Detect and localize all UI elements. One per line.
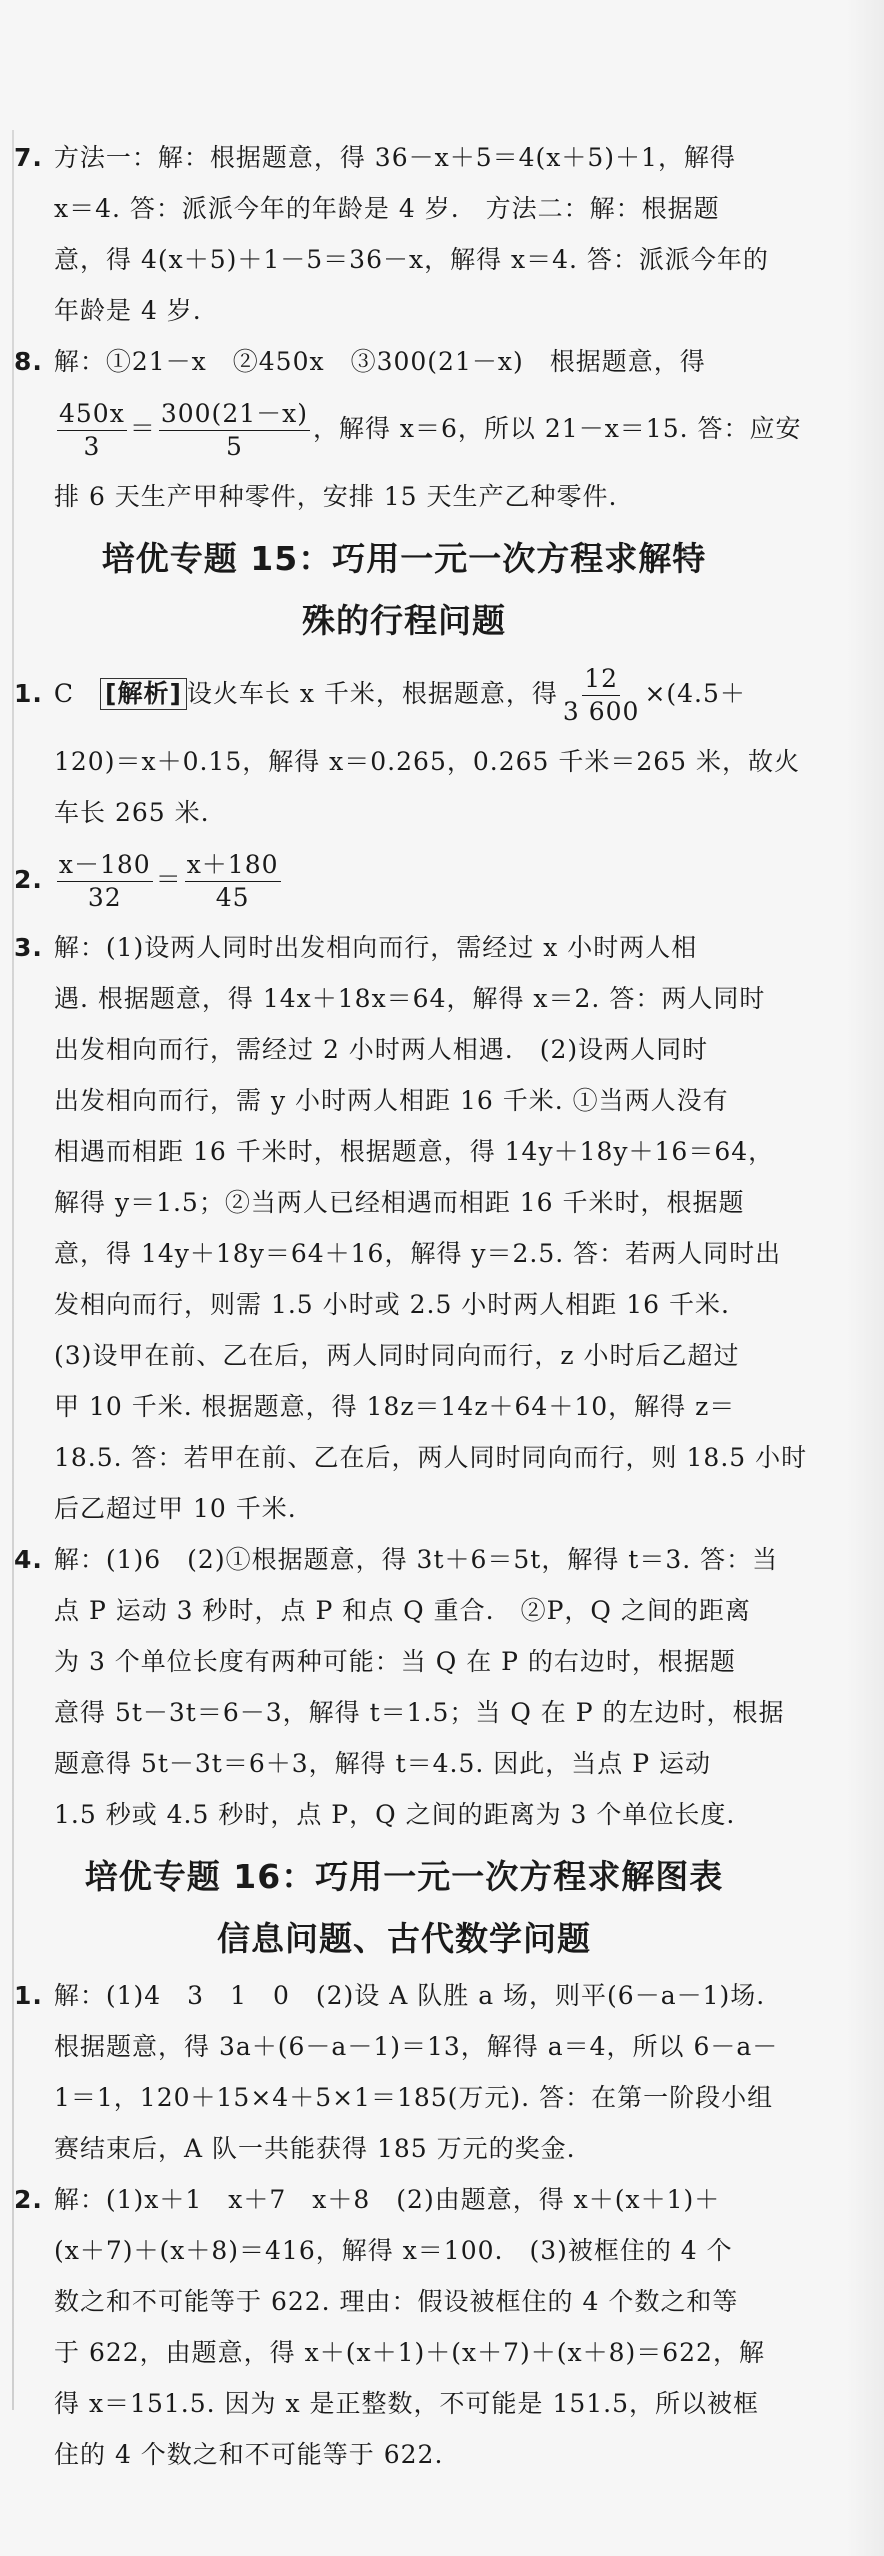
equals-sign: ＝ bbox=[155, 865, 182, 894]
denominator: 32 bbox=[87, 883, 122, 912]
answer-line: x＝4. 答：派派今年的年龄是 4 岁. 方法二：解：根据题 bbox=[54, 194, 720, 223]
section-title-15 bbox=[54, 528, 754, 652]
question-number: 2. bbox=[14, 865, 43, 894]
answer-line: 解得 y＝1.5；②当两人已经相遇而相距 16 千米时，根据题 bbox=[54, 1188, 745, 1217]
fraction bbox=[561, 663, 642, 728]
question-number: 1. bbox=[14, 1981, 43, 2010]
answer-line: ×(4.5＋ bbox=[644, 679, 746, 708]
equals-sign: ＝ bbox=[129, 414, 156, 443]
answer-line: 出发相向而行，需 y 小时两人相距 16 千米. ①当两人没有 bbox=[54, 1086, 729, 1115]
answer-b4 bbox=[14, 1534, 785, 1840]
answer-line: 意得 5t－3t＝6－3，解得 t＝1.5；当 Q 在 P 的左边时，根据 bbox=[54, 1698, 785, 1727]
section-title-line: 殊的行程问题 bbox=[302, 601, 506, 640]
numerator: x－180 bbox=[57, 849, 153, 882]
answer-c2 bbox=[14, 2174, 765, 2480]
numerator: 450x bbox=[57, 398, 127, 431]
answer-b1 bbox=[14, 652, 801, 838]
answer-b2 bbox=[14, 838, 754, 922]
answer-line: 题意得 5t－3t＝6＋3，解得 t＝4.5. 因此，当点 P 运动 bbox=[54, 1749, 712, 1778]
answer-line: 解：(1)设两人同时出发相向而行，需经过 x 小时两人相 bbox=[53, 933, 698, 962]
answer-line: (3)设甲在前、乙在后，两人同时同向而行，z 小时后乙超过 bbox=[54, 1341, 740, 1370]
answer-line: 于 622，由题意，得 x＋(x＋1)＋(x＋7)＋(x＋8)＝622，解 bbox=[54, 2338, 765, 2367]
answer-line: 120)＝x＋0.15，解得 x＝0.265，0.265 千米＝265 米，故火 bbox=[54, 747, 801, 776]
fraction bbox=[185, 849, 281, 914]
answer-line: 排 6 天生产甲种零件，安排 15 天生产乙种零件. bbox=[54, 482, 618, 511]
fraction bbox=[57, 398, 127, 463]
question-number: 3. bbox=[14, 933, 43, 962]
answer-content bbox=[14, 132, 808, 2480]
question-number: 2. bbox=[14, 2185, 43, 2214]
numerator: x＋180 bbox=[185, 849, 281, 882]
answer-line: 出发相向而行，需经过 2 小时两人相遇. (2)设两人同时 bbox=[54, 1035, 709, 1064]
answer-line: 解：①21－x ②450x ③300(21－x) 根据题意，得 bbox=[53, 347, 706, 376]
denominator: 3 600 bbox=[562, 697, 640, 726]
answer-line: 解：(1)x＋1 x＋7 x＋8 (2)由题意，得 x＋(x＋1)＋ bbox=[53, 2185, 721, 2214]
answer-line: 方法一：解：根据题意，得 36－x＋5＝4(x＋5)＋1，解得 bbox=[53, 143, 736, 172]
answer-line: 1＝1，120＋15×4＋5×1＝185(万元). 答：在第一阶段小组 bbox=[54, 2083, 774, 2112]
answer-line: (x＋7)＋(x＋8)＝416，解得 x＝100. (3)被框住的 4 个 bbox=[54, 2236, 733, 2265]
answer-b3 bbox=[14, 922, 808, 1534]
answer-line: 赛结束后，A 队一共能获得 185 万元的奖金. bbox=[54, 2134, 576, 2163]
question-number: 8. bbox=[14, 347, 43, 376]
answer-line: 1.5 秒或 4.5 秒时，点 P，Q 之间的距离为 3 个单位长度. bbox=[54, 1800, 736, 1829]
section-title-line: 培优专题 15：巧用一元一次方程求解特 bbox=[101, 539, 707, 578]
denominator: 45 bbox=[215, 883, 250, 912]
answer-line: 发相向而行，则需 1.5 小时或 2.5 小时两人相距 16 千米. bbox=[54, 1290, 730, 1319]
analysis-tag: [解析] bbox=[100, 678, 187, 710]
denominator: 3 bbox=[83, 432, 101, 461]
answer-8 bbox=[14, 336, 802, 522]
fraction bbox=[57, 849, 153, 914]
answer-line: 住的 4 个数之和不可能等于 622. bbox=[54, 2440, 444, 2469]
answer-line: 设火车长 x 千米，根据题意，得 bbox=[186, 679, 558, 708]
page-edge-shadow bbox=[846, 0, 884, 2556]
answer-c1 bbox=[14, 1970, 779, 2174]
answer-line: 意，得 4(x＋5)＋1－5＝36－x，解得 x＝4. 答：派派今年的 bbox=[54, 245, 769, 274]
question-number: 7. bbox=[14, 143, 43, 172]
section-title-line: 培优专题 16：巧用一元一次方程求解图表 bbox=[84, 1857, 724, 1896]
section-title-line: 信息问题、古代数学问题 bbox=[217, 1919, 591, 1958]
choice-answer: C bbox=[53, 679, 74, 708]
section-title-16 bbox=[54, 1846, 754, 1970]
answer-line: 遇. 根据题意，得 14x＋18x＝64，解得 x＝2. 答：两人同时 bbox=[54, 984, 766, 1013]
answer-line: 意，得 14y＋18y＝64＋16，解得 y＝2.5. 答：若两人同时出 bbox=[54, 1239, 782, 1268]
fraction bbox=[159, 398, 310, 463]
answer-line: 甲 10 千米. 根据题意，得 18z＝14z＋64＋10，解得 z＝ bbox=[54, 1392, 736, 1421]
answer-line: 解：(1)6 (2)①根据题意，得 3t＋6＝5t，解得 t＝3. 答：当 bbox=[53, 1545, 779, 1574]
numerator: 300(21－x) bbox=[159, 398, 310, 431]
answer-7 bbox=[14, 132, 769, 336]
answer-line: 解：(1)4 3 1 0 (2)设 A 队胜 a 场，则平(6－a－1)场. bbox=[53, 1981, 766, 2010]
answer-line: 后乙超过甲 10 千米. bbox=[54, 1494, 297, 1523]
answer-line: 根据题意，得 3a＋(6－a－1)＝13，解得 a＝4，所以 6－a－ bbox=[54, 2032, 779, 2061]
answer-line: 18.5. 答：若甲在前、乙在后，两人同时同向而行，则 18.5 小时 bbox=[54, 1443, 808, 1472]
numerator: 12 bbox=[582, 663, 620, 696]
answer-line: 为 3 个单位长度有两种可能：当 Q 在 P 的右边时，根据题 bbox=[54, 1647, 736, 1676]
answer-line: 年龄是 4 岁. bbox=[54, 296, 202, 325]
question-number: 1. bbox=[14, 679, 43, 708]
denominator: 5 bbox=[225, 432, 243, 461]
answer-line: 点 P 运动 3 秒时，点 P 和点 Q 重合. ②P，Q 之间的距离 bbox=[54, 1596, 751, 1625]
answer-line: 数之和不可能等于 622. 理由：假设被框住的 4 个数之和等 bbox=[54, 2287, 739, 2316]
answer-line: ，解得 x＝6，所以 21－x＝15. 答：应安 bbox=[312, 414, 802, 443]
answer-line: 得 x＝151.5. 因为 x 是正整数，不可能是 151.5，所以被框 bbox=[54, 2389, 760, 2418]
question-number: 4. bbox=[14, 1545, 43, 1574]
answer-line: 车长 265 米. bbox=[54, 798, 210, 827]
answer-line: 相遇而相距 16 千米时，根据题意，得 14y＋18y＋16＝64， bbox=[54, 1137, 775, 1166]
